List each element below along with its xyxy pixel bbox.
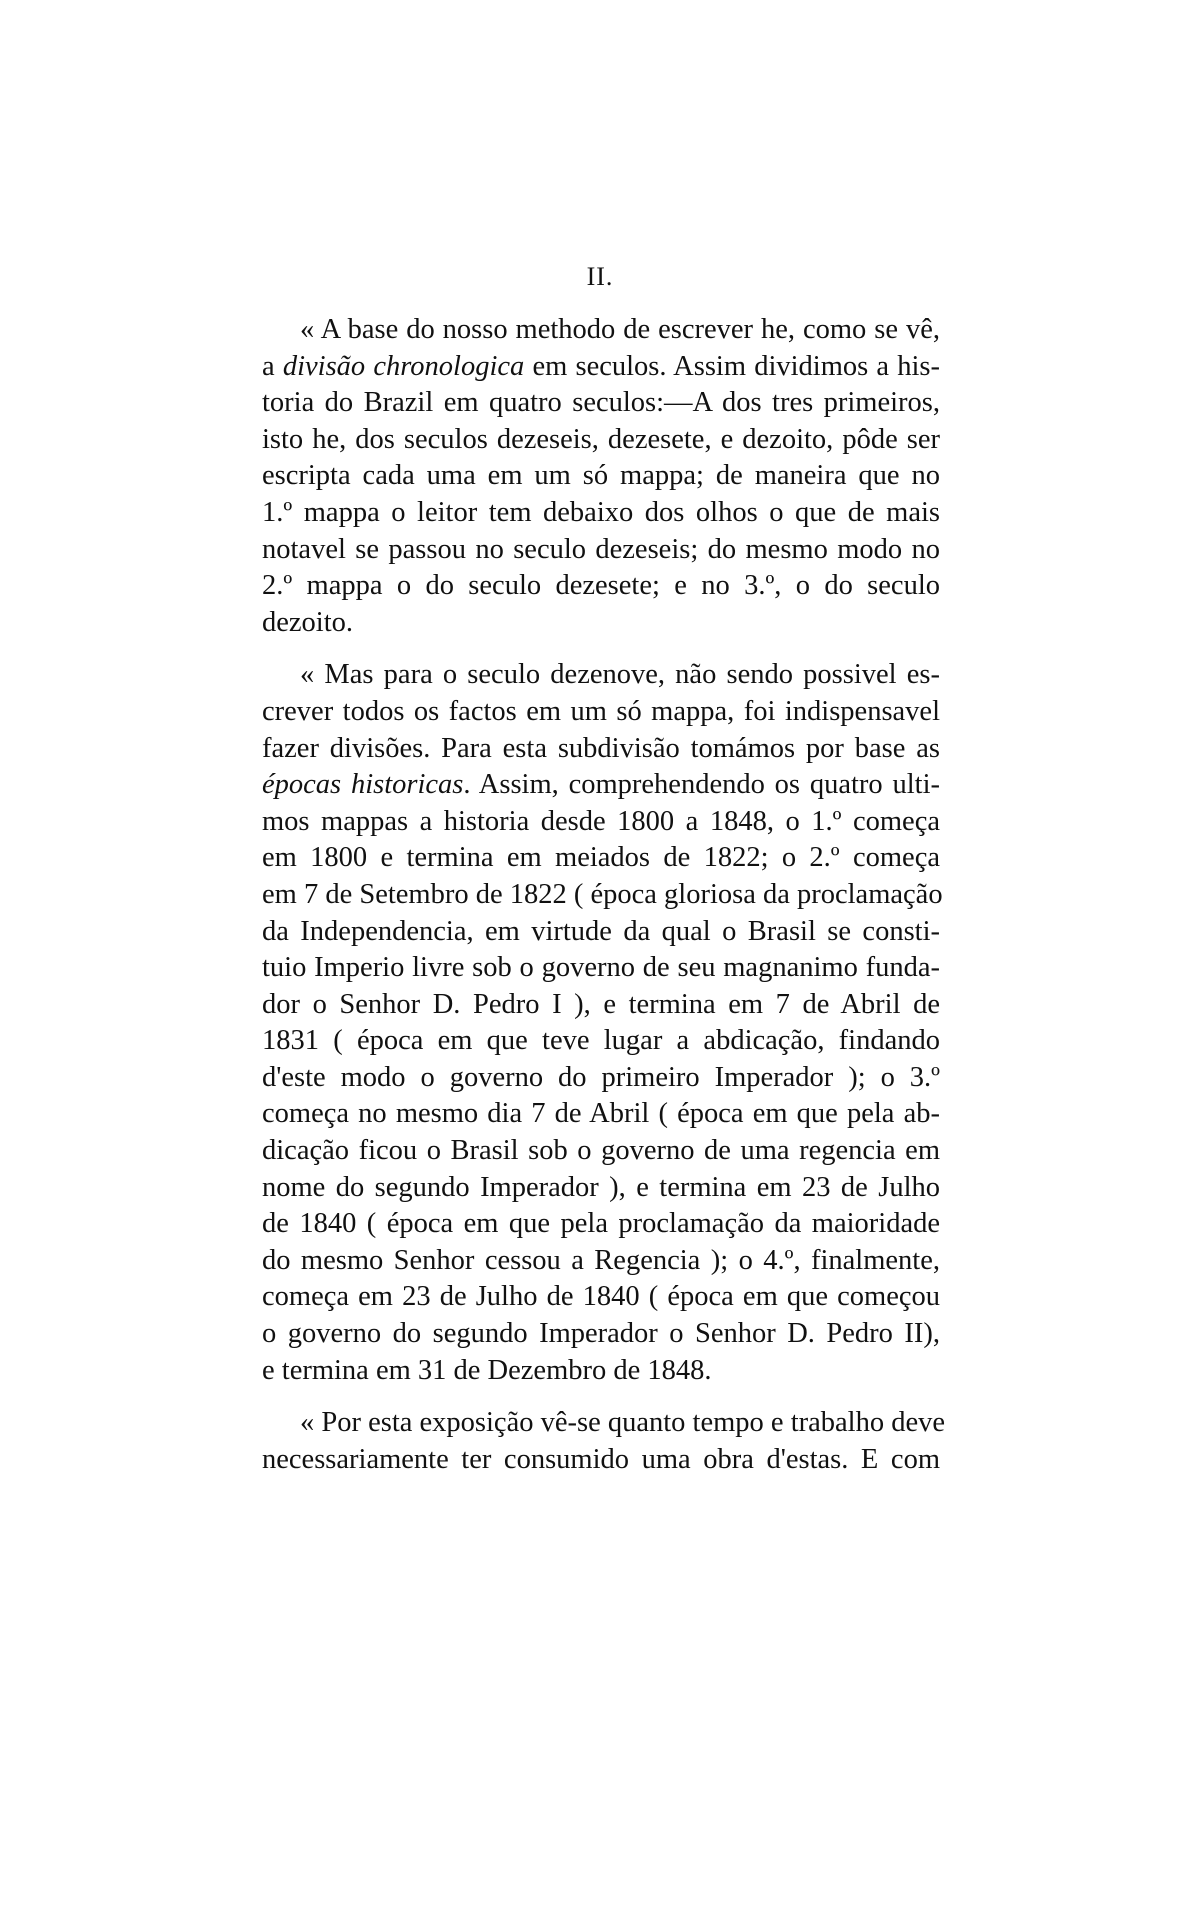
text-line: a divisão chronologica em seculos. Assim dividimos a his- — [262, 350, 940, 382]
text-line: dicação ficou o Brasil sob o governo de uma regencia em — [262, 1135, 940, 1167]
paragraph — [262, 657, 943, 1389]
text-line: tuio Imperio livre sob o governo de seu magnanimo funda- — [262, 952, 940, 984]
body-text — [262, 312, 945, 1478]
text-line: dor o Senhor D. Pedro I ), e termina em 7 de Abril de — [262, 988, 940, 1020]
text-line: do mesmo Senhor cessou a Regencia ); o 4.º, finalmente, — [262, 1244, 940, 1276]
text-line: em 1800 e termina em meiados de 1822; o 2.º começa — [262, 842, 940, 874]
text-line: começa no mesmo dia 7 de Abril ( época em que pela ab- — [262, 1098, 940, 1130]
text-line: o governo do segundo Imperador o Senhor D. Pedro II), — [262, 1318, 940, 1350]
text-line: épocas historicas. Assim, comprehendendo os quatro ulti- — [262, 769, 940, 801]
text-line: « A base do nosso methodo de escrever he, como se vê, — [300, 314, 940, 345]
text-line: toria do Brazil em quatro seculos:—A dos tres primeiros, — [262, 387, 940, 419]
text-line: nome do segundo Imperador ), e termina em 23 de Julho — [262, 1171, 940, 1203]
text-line: 1.º mappa o leitor tem debaixo dos olhos o que de mais — [262, 496, 940, 528]
text-line: isto he, dos seculos dezeseis, dezesete, e dezoito, pôde ser — [262, 423, 940, 455]
text-line: escripta cada uma em um só mappa; de maneira que no — [262, 460, 940, 492]
text-line: fazer divisões. Para esta subdivisão tomámos por base as — [262, 732, 940, 764]
paragraph — [262, 1405, 945, 1478]
paragraph-gap — [262, 641, 940, 657]
text-line: mos mappas a historia desde 1800 a 1848, o 1.º começa — [262, 805, 940, 837]
text-line: 1831 ( época em que teve lugar a abdicação, findando — [262, 1025, 940, 1057]
text-line: dezoito. — [262, 606, 354, 638]
text-line: « Mas para o seculo dezenove, não sendo possivel es- — [300, 659, 940, 691]
paragraph — [262, 312, 940, 641]
text-line: começa em 23 de Julho de 1840 ( época em que começou — [262, 1281, 940, 1313]
text-line: 2.º mappa o do seculo dezesete; e no 3.º, o do seculo — [262, 570, 940, 602]
paragraph-gap — [262, 1389, 940, 1405]
text-line: crever todos os factos em um só mappa, foi indispensavel — [262, 695, 940, 727]
page-number: II. — [586, 262, 614, 291]
text-line: « Por esta exposição vê-se quanto tempo e trabalho deve — [300, 1407, 945, 1439]
text-line: d'este modo o governo do primeiro Imperador ); o 3.º — [262, 1061, 940, 1093]
text-line: da Independencia, em virtude da qual o Brasil se consti- — [262, 915, 940, 947]
text-line: de 1840 ( época em que pela proclamação da maioridade — [262, 1208, 940, 1240]
text-line: e termina em 31 de Dezembro de 1848. — [262, 1354, 712, 1386]
text-line: necessariamente ter consumido uma obra d'estas. E com — [262, 1443, 940, 1475]
text-line: notavel se passou no seculo dezeseis; do mesmo modo no — [262, 533, 940, 565]
text-line: em 7 de Setembro de 1822 ( época gloriosa da proclamação — [262, 878, 943, 910]
